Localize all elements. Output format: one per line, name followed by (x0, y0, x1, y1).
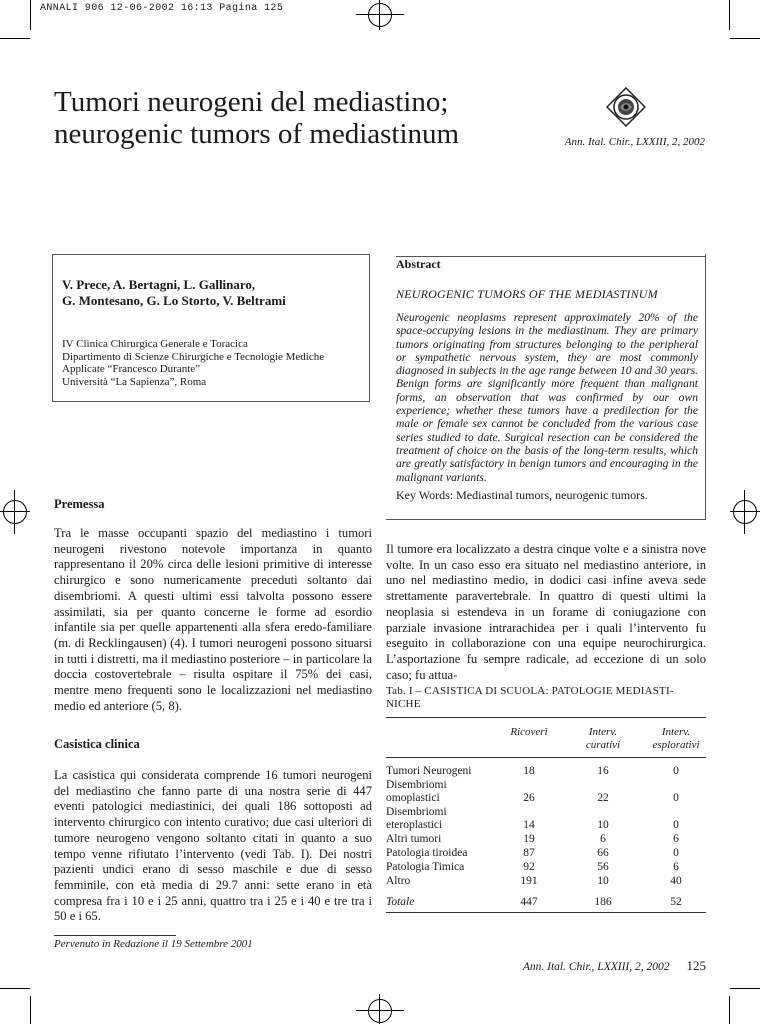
abstract-body: Neurogenic neoplasms represent approximately 20% of the space-occupying lesions in the mediastinum. They are primary tumors originating from structures belonging to the peripheral or sympathetic nervous system, they are most commonly diagnosed in subjects in the age range between 10 and 30 years. Benign forms are significantly more frequent than malignant forms, an observation that was confirmed by our own experience; whether these tumors have a predilection for the male or female sex cannot be concluded from the various case series studied to date. Surgical resection can be considered the treatment of choice on the basis of the long-term results, which are greatly satisfactory in benign tumors and encouraging in the malignant variants. (396, 311, 698, 484)
crop-mark-top-right (730, 38, 760, 39)
row-label: eteroplastici (386, 819, 443, 831)
row-label: Disembriomi (386, 806, 447, 818)
row-label: Patologia tiroidea (386, 847, 468, 859)
key-words: Key Words: Mediastinal tumors, neurogenic tumors. (396, 488, 648, 502)
row-label: Tumori Neurogeni (386, 765, 472, 777)
row-label: Altri tumori (386, 833, 442, 845)
cell-curativi: 10 (597, 819, 609, 831)
footnote-rule (54, 935, 176, 936)
paragraph-casistica: La casistica qui considerata comprende 16 tumori neurogeni del mediastino che fanno parte di una nostra serie di 447 eventi patologici mediastinici, dei quali 186 sottoposti ad intervento chirurgico con intento curativo; due casi ulteriori di tumore neurogeno vengono soltanto citati in quanto a suo tempo venne rifiutato l’intervento (vedi Tab. I). Dei nostri pazienti undici erano di sesso maschile e due di sesso femminile, con età media di 29.7 anni: sette erano in età compresa fra i 10 e i 25 anni, quattro tra i 25 e i 40 e tre tra i 50 e i 65. (54, 768, 372, 924)
cell-esplorativi: 40 (670, 875, 682, 887)
cell-curativi: 22 (597, 792, 609, 804)
cell-ricoveri: 18 (523, 765, 535, 777)
crop-mark-top-left (0, 38, 30, 39)
crop-mark-bottom-left-v (30, 996, 31, 1024)
crop-mark-bottom-right-v (729, 996, 730, 1024)
cell-esplorativi: 52 (670, 896, 682, 908)
table-bottom-rule (386, 912, 706, 913)
article-title (54, 86, 514, 150)
crop-mark-top-left-v (30, 0, 31, 30)
cell-curativi: 16 (597, 765, 609, 777)
table-header-ricoveri (499, 726, 559, 739)
affiliation-line: Università “La Sapienza”, Roma (62, 375, 207, 388)
cell-ricoveri: 19 (523, 833, 535, 845)
paragraph-right-column: Il tumore era localizzato a destra cinque volte e a sinistra nove volte. In un caso esso era situato nel mediastino anteriore, in uno nel mediastino medio, in dodici casi infine aveva sede strettamente paravertebrale. In quattro di questi ultimi la neoplasia si estendeva in un forame di coniugazione con parziale invasione intrarachidea per i quali l’intervento fu eseguito in collaborazione con una equipe neurochirurgica. L’asportazione fu sempre radicale, ad eccezione di un solo caso; fu attua- (386, 542, 706, 682)
cell-curativi: 10 (597, 875, 609, 887)
affiliation-line: Dipartimento di Scienze Chirurgiche e Tecnologie Mediche (62, 350, 325, 363)
table-caption-line: NICHE (386, 698, 421, 710)
title-line-2: neurogenic tumors of mediastinum (54, 118, 460, 150)
registration-mark-bottom (368, 999, 392, 1023)
table-header-curativi (573, 726, 633, 752)
journal-seal-icon (606, 87, 646, 127)
cell-esplorativi: 0 (673, 819, 679, 831)
section-heading-casistica: Casistica clinica (54, 737, 140, 751)
cell-ricoveri: 191 (520, 875, 538, 887)
page-number: 125 (686, 958, 706, 973)
registration-mark-right (733, 500, 757, 524)
cell-esplorativi: 0 (673, 847, 679, 859)
abstract-top-rule (396, 256, 706, 257)
printer-mark: ANNALI 906 12-06-2002 16:13 Pagina 125 (40, 3, 284, 14)
affiliation-line: Applicate “Francesco Durante” (62, 363, 201, 375)
crop-mark-bottom-left (0, 988, 30, 989)
cell-esplorativi: 6 (673, 833, 679, 845)
cell-ricoveri: 26 (523, 792, 535, 804)
table-top-rule (386, 717, 706, 718)
author-line: V. Prece, A. Bertagni, L. Gallinaro, (62, 277, 256, 292)
cell-esplorativi: 0 (673, 792, 679, 804)
abstract-title: NEUROGENIC TUMORS OF THE MEDIASTINUM (396, 287, 658, 301)
cell-ricoveri: 87 (523, 847, 535, 859)
row-label: Altro (386, 875, 411, 887)
cell-curativi: 186 (594, 896, 612, 908)
cell-curativi: 66 (597, 847, 609, 859)
registration-cross-left-v (14, 490, 15, 534)
registration-cross-bottom-v (379, 994, 380, 1024)
registration-cross-left-h (0, 511, 30, 512)
crop-mark-top-right-v (729, 0, 730, 30)
crop-mark-bottom-right (730, 988, 760, 989)
affiliation-line: IV Clinica Chirurgica Generale e Toracica (62, 338, 248, 350)
header-text: Interv. (588, 726, 618, 738)
registration-mark-top (368, 3, 392, 27)
author-line: G. Montesano, G. Lo Storto, V. Beltrami (62, 293, 286, 308)
registration-cross-right-v (744, 490, 745, 534)
row-label: omoplastici (386, 792, 440, 804)
cell-ricoveri: 14 (523, 819, 535, 831)
header-text: Ricoveri (510, 726, 548, 738)
row-label: Patologia Timica (386, 861, 465, 873)
footer-citation: Ann. Ital. Chir., LXXIII, 2, 2002 (522, 961, 670, 973)
cell-curativi: 56 (597, 861, 609, 873)
table-header-esplorativi (646, 726, 706, 752)
received-date: Pervenuto in Redazione il 19 Settembre 2001 (54, 938, 253, 950)
registration-cross-top-v (379, 0, 380, 30)
author-list (62, 277, 362, 309)
cell-esplorativi: 0 (673, 765, 679, 777)
title-line-1: Tumori neurogeni del mediastino; (54, 86, 449, 118)
row-label-total: Totale (386, 896, 415, 908)
table-caption (386, 685, 706, 711)
table-header-rule (386, 757, 706, 758)
registration-cross-bottom-h (356, 1010, 404, 1011)
abstract-heading: Abstract (396, 257, 441, 271)
journal-citation: Ann. Ital. Chir., LXXIII, 2, 2002 (564, 136, 705, 148)
cell-curativi: 6 (600, 833, 606, 845)
registration-cross-right-h (730, 511, 760, 512)
cell-esplorativi: 6 (673, 861, 679, 873)
table-caption-line: Tab. I – CASISTICA DI SCUOLA: PATOLOGIE MEDIASTI- (386, 685, 674, 697)
header-text: curativi (585, 739, 621, 751)
registration-mark-left (3, 500, 27, 524)
row-label: Disembriomi (386, 779, 447, 791)
page-footer (440, 958, 706, 974)
cell-ricoveri: 447 (520, 896, 538, 908)
registration-cross-top-h (356, 14, 404, 15)
affiliation (62, 338, 367, 388)
header-text: Interv. (661, 726, 691, 738)
cell-ricoveri: 92 (523, 861, 535, 873)
header-text: esplorativi (652, 739, 700, 751)
section-heading-premessa: Premessa (54, 497, 105, 511)
paragraph-premessa: Tra le masse occupanti spazio del mediastino i tumori neurogeni rivestono notevole importanza in quanto rappresentano il 20% circa delle lesioni primitive di interesse chirurgico e sono numericamente preceduti soltanto dai disembriomi. A questi ultimi essi talvolta possono essere assimilati, sia per quanto concerne le forme ad esordio infantile sia per quelle appartenenti alla sfera eredo-familiare (m. di Recklingausen) (4). I tumori neurogeni possono situarsi in tutti i distretti, ma il mediastino posteriore – in particolare la doccia costovertebrale – risulta ospitare il 75% dei casi, mentre meno frequenti sono le localizzazioni nel mediastino medio ed anteriore (5, 8). (54, 526, 372, 713)
